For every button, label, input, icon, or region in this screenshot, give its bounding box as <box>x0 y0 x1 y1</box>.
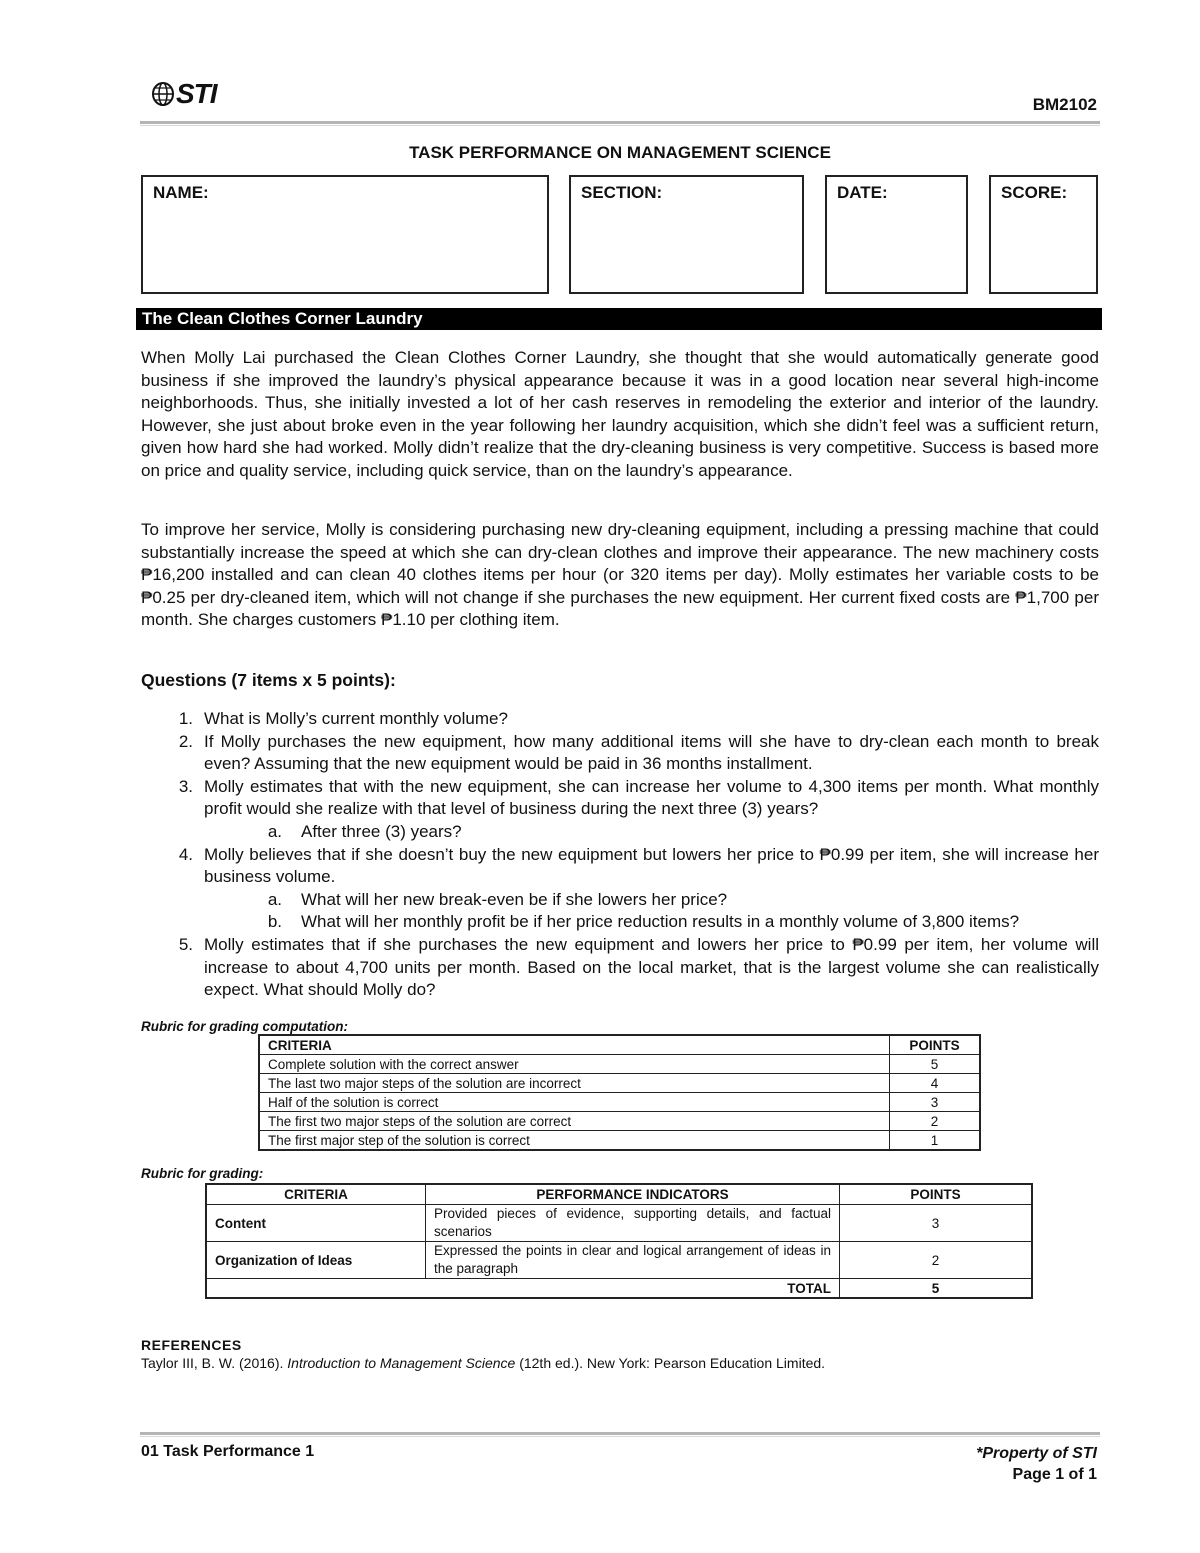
questions-list <box>141 708 1099 1002</box>
score-field[interactable] <box>989 175 1098 294</box>
criteria-cell: The first two major steps of the solution are correct <box>259 1112 890 1131</box>
sub-question-text: What will her monthly profit be if her price reduction results in a monthly volume of 3,800 items? <box>301 912 1020 932</box>
question-3 <box>141 776 1099 821</box>
question-number: 2. <box>178 731 193 751</box>
rubric-computation-table <box>258 1034 981 1151</box>
score-label: SCORE: <box>1001 183 1068 202</box>
question-text: Molly estimates that with the new equipment, she can increase her volume to 4,300 items per month. What monthly profit would she realize with that level of business during the next three (3) years? <box>204 776 1099 819</box>
points-cell: 3 <box>840 1205 1033 1242</box>
sub-question-letter: b. <box>267 912 282 932</box>
footer-task-label: 01 Task Performance 1 <box>141 1443 315 1460</box>
sub-question-text: What will her new break-even be if she lowers her price? <box>301 889 728 909</box>
sub-question-text: After three (3) years? <box>301 821 462 841</box>
name-field[interactable] <box>141 175 549 294</box>
globe-logo-icon <box>152 82 174 106</box>
points-header: POINTS <box>840 1184 1033 1205</box>
criteria-header: CRITERIA <box>259 1035 890 1055</box>
points-cell: 2 <box>890 1112 981 1131</box>
sti-logo <box>152 78 217 110</box>
criteria-cell: Content <box>206 1205 426 1242</box>
rubric-grading-label: Rubric for grading: <box>141 1166 264 1181</box>
question-3a <box>141 821 1099 844</box>
table-header-row <box>206 1184 1032 1205</box>
question-text: Molly estimates that if she purchases the new equipment and lowers her price to ₱0.99 per item, her volume will increase to about 4,700 units per month. Based on the local market, that is the largest volume she can realistically expect. What should Molly do? <box>204 934 1099 1000</box>
criteria-cell: The first major step of the solution is correct <box>259 1131 890 1151</box>
case-paragraph-2: To improve her service, Molly is considering purchasing new dry-cleaning equipment, including a pressing machine that could substantially increase the speed at which she can dry-clean clothes and improve their appearance. The new machinery costs ₱16,200 installed and can clean 40 clothes items per hour (or 320 items per day). Molly estimates her variable costs to be ₱0.25 per dry-cleaned item, which will not change if she purchases the new equipment. Her current fixed costs are ₱1,700 per month. She charges customers ₱1.10 per clothing item. <box>141 520 1099 630</box>
footer-divider-thin <box>140 1436 1100 1437</box>
question-2 <box>141 731 1099 776</box>
name-label: NAME: <box>153 183 209 202</box>
question-number: 4. <box>178 844 193 864</box>
rubric-computation-label: Rubric for grading computation: <box>141 1019 348 1034</box>
criteria-cell: The last two major steps of the solution are incorrect <box>259 1074 890 1093</box>
rubric-grading-table <box>205 1183 1033 1299</box>
question-4a <box>141 889 1099 912</box>
points-cell: 2 <box>840 1242 1033 1279</box>
question-text: What is Molly’s current monthly volume? <box>204 709 508 728</box>
question-1 <box>141 708 1099 731</box>
footer-right <box>976 1443 1097 1485</box>
indicator-cell: Expressed the points in clear and logical arrangement of ideas in the paragraph <box>426 1242 840 1279</box>
question-number: 1. <box>178 709 193 728</box>
table-row <box>259 1093 980 1112</box>
points-cell: 4 <box>890 1074 981 1093</box>
total-value: 5 <box>840 1279 1033 1299</box>
header-divider-thin <box>140 125 1100 126</box>
references-heading: REFERENCES <box>141 1337 242 1353</box>
questions-heading: Questions (7 items x 5 points): <box>141 670 396 690</box>
section-field[interactable] <box>569 175 804 294</box>
table-row <box>259 1131 980 1151</box>
reference-author: Taylor III, B. W. (2016). <box>141 1355 288 1371</box>
sub-question-letter: a. <box>267 821 282 841</box>
question-4 <box>141 844 1099 889</box>
date-label: DATE: <box>837 183 888 202</box>
footer-property: *Property of STI <box>976 1445 1097 1462</box>
criteria-cell: Half of the solution is correct <box>259 1093 890 1112</box>
indicators-header: PERFORMANCE INDICATORS <box>426 1184 840 1205</box>
criteria-header: CRITERIA <box>206 1184 426 1205</box>
table-row <box>206 1205 1032 1242</box>
question-5 <box>141 934 1099 1002</box>
question-4b <box>141 911 1099 934</box>
table-header-row <box>259 1035 980 1055</box>
points-cell: 3 <box>890 1093 981 1112</box>
total-label: TOTAL <box>206 1279 840 1299</box>
question-number: 3. <box>178 776 193 796</box>
footer-divider <box>140 1432 1100 1435</box>
reference-publisher: (12th ed.). New York: Pearson Education Limited. <box>515 1355 826 1371</box>
points-cell: 1 <box>890 1131 981 1151</box>
question-number: 5. <box>178 934 193 954</box>
course-code: BM2102 <box>1032 95 1097 114</box>
question-text: Molly believes that if she doesn’t buy the new equipment but lowers her price to ₱0.99 per item, she will increase her business volume. <box>204 844 1099 887</box>
reference-entry <box>141 1355 825 1371</box>
case-paragraph-1: When Molly Lai purchased the Clean Clothes Corner Laundry, she thought that she would automatically generate good business if she improved the laundry’s physical appearance because it was in a good location near several high-income neighborhoods. Thus, she initially invested a lot of her cash reserves in remodeling the exterior and interior of the laundry. However, she just about broke even in the year following her laundry acquisition, which she didn’t feel was a sufficient return, given how hard she had worked. Molly didn’t realize that the dry-cleaning business is very competitive. Success is based more on price and quality service, including quick service, than on the laundry’s appearance. <box>141 348 1099 480</box>
date-field[interactable] <box>825 175 968 294</box>
section-label: SECTION: <box>581 183 663 202</box>
table-row <box>259 1112 980 1131</box>
document-title: TASK PERFORMANCE ON MANAGEMENT SCIENCE <box>409 143 831 162</box>
indicator-cell: Provided pieces of evidence, supporting details, and factual scenarios <box>426 1205 840 1242</box>
sub-question-letter: a. <box>267 889 282 909</box>
table-row <box>206 1242 1032 1279</box>
criteria-cell: Organization of Ideas <box>206 1242 426 1279</box>
question-text: If Molly purchases the new equipment, how many additional items will she have to dry-clean each month to break even? Assuming that the new equipment would be paid in 36 months installment. <box>204 731 1099 774</box>
case-title: The Clean Clothes Corner Laundry <box>136 308 1102 330</box>
table-row <box>259 1055 980 1074</box>
criteria-cell: Complete solution with the correct answer <box>259 1055 890 1074</box>
total-row <box>206 1279 1032 1299</box>
footer-page-number: Page 1 of 1 <box>1012 1466 1097 1483</box>
points-header: POINTS <box>890 1035 981 1055</box>
points-cell: 5 <box>890 1055 981 1074</box>
table-row <box>259 1074 980 1093</box>
header-divider <box>140 121 1100 124</box>
logo-text: STI <box>176 78 217 109</box>
reference-book-title: Introduction to Management Science <box>287 1355 516 1371</box>
